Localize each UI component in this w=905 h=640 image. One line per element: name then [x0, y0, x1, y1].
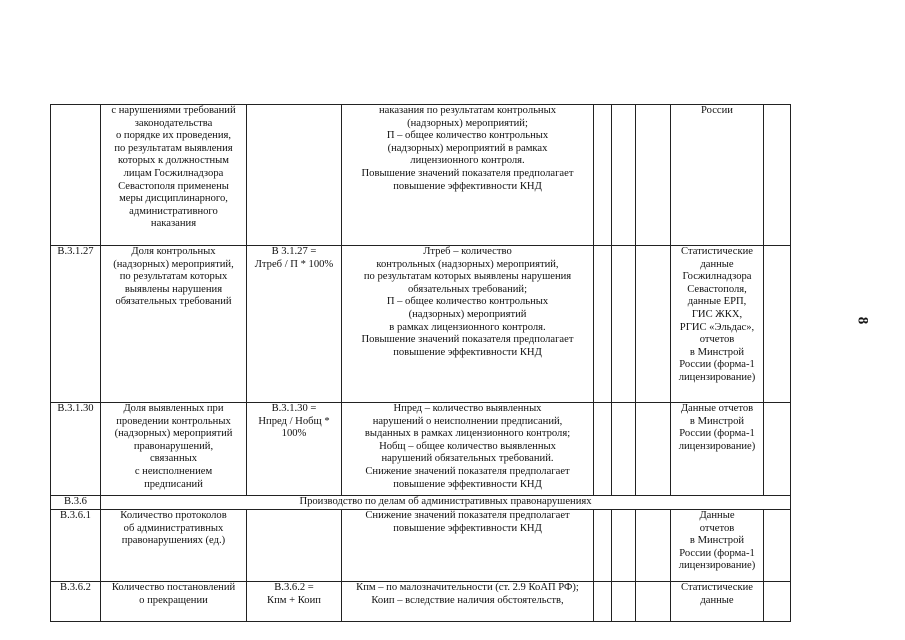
cell-empty: [612, 582, 636, 622]
name-line: проведении контрольных: [116, 415, 231, 427]
cell-empty: [594, 105, 612, 246]
name-line: о порядке их проведения,: [115, 130, 232, 142]
name-line: о прекращении: [139, 594, 208, 606]
comment-line: Повышение значений показателя предполагает: [361, 167, 574, 179]
source-line: Данные отчетов: [680, 403, 754, 414]
cell-code: В.3.6: [51, 496, 101, 510]
comment-line: нарушений о неисполнении предписаний,: [372, 415, 563, 427]
name-line: Севастополя применены: [118, 180, 229, 192]
comment-line: Коип – вследствие наличия обстоятельств,: [371, 594, 564, 606]
name-line: по результатам которых: [119, 271, 228, 283]
source-line: ГИС ЖКХ,: [691, 308, 743, 320]
cell-empty: [594, 510, 612, 582]
name-line: наказания: [150, 218, 197, 230]
cell-comment: [342, 105, 594, 246]
source-line: России (форма-1: [679, 359, 755, 371]
comment-line: П – общее количество контрольных: [386, 130, 549, 142]
comment-line: (надзорных) мероприятий в рамках: [387, 142, 548, 154]
source-line: РГИС «Эльдас»,: [679, 321, 755, 333]
comment-line: Нобщ – общее количество выявленных: [379, 440, 556, 452]
cell-name: [101, 403, 247, 496]
cell-empty: [636, 510, 671, 582]
formula-line: В.3.1.30 =: [271, 403, 317, 414]
cell-code: В.3.1.30: [51, 403, 101, 496]
name-line: правонарушениях (ед.): [121, 535, 226, 547]
source-line: отчетов: [699, 334, 735, 346]
formula-line: Кпм + Коип: [267, 594, 321, 606]
name-line: обязательных требований: [115, 296, 232, 308]
cell-empty: [764, 582, 791, 622]
cell-empty: [612, 403, 636, 496]
comment-line: Нпред – количество выявленных: [393, 403, 542, 414]
comment-line: П – общее количество контрольных: [386, 296, 549, 308]
formula-line: В.3.6.2 =: [274, 582, 314, 593]
table-row: [51, 510, 791, 582]
cell-empty: [764, 510, 791, 582]
cell-name: [101, 246, 247, 403]
source-line: лицензирование): [678, 371, 756, 383]
name-line: предписаний: [144, 478, 203, 490]
name-line: выявлены нарушения: [124, 283, 223, 295]
cell-formula: [247, 246, 342, 403]
formula-line: Нпред / Нобщ *: [258, 415, 330, 427]
comment-line: Снижение значений показателя предполагает: [365, 510, 570, 521]
cell-empty: [612, 246, 636, 403]
source-line: в Минстрой: [689, 535, 745, 547]
cell-empty: [636, 105, 671, 246]
cell-empty: [594, 246, 612, 403]
cell-empty: [636, 246, 671, 403]
source-line: отчетов: [699, 522, 735, 534]
formula-line: В 3.1.27 =: [271, 246, 317, 257]
cell-source: [671, 582, 764, 622]
table-row: [51, 246, 791, 403]
source-line: России (форма-1: [679, 547, 755, 559]
cell-comment: [342, 403, 594, 496]
comment-line: Повышение значений показателя предполагает: [361, 334, 574, 346]
cell-code: В.3.6.2: [51, 582, 101, 622]
name-line: об административных: [123, 522, 224, 534]
name-line: Количество протоколов: [120, 510, 227, 521]
source-line: Севастополя,: [687, 283, 747, 295]
cell-source: [671, 105, 764, 246]
comment-line: (надзорных) мероприятий;: [407, 117, 528, 129]
cell-empty: [764, 246, 791, 403]
cell-formula: [247, 403, 342, 496]
comment-line: Лтреб – количество: [423, 246, 512, 257]
name-line: Доля контрольных: [131, 246, 216, 257]
name-line: по результатам выявления: [114, 142, 233, 154]
cell-code: В.3.6.1: [51, 510, 101, 582]
cell-empty: [612, 510, 636, 582]
indicators-table: [50, 104, 791, 622]
comment-line: Кпм – по малозначительности (ст. 2.9 КоАП РФ);: [356, 582, 579, 593]
page-number: 8: [854, 316, 871, 325]
source-line: Данные: [699, 510, 735, 521]
source-line: в Минстрой: [689, 346, 745, 358]
source-line: данные: [700, 594, 734, 606]
cell-formula: [247, 582, 342, 622]
cell-formula: [247, 105, 342, 246]
cell-source: [671, 403, 764, 496]
name-line: правонарушений,: [133, 440, 214, 452]
table-body: [51, 105, 791, 622]
source-line: Госжилнадзора: [682, 271, 752, 283]
name-line: Количество постановлений: [111, 582, 236, 593]
cell-code: В.3.1.27: [51, 246, 101, 403]
name-line: с нарушениями требований: [111, 105, 236, 116]
section-title: Производство по делам об административных правонарушениях: [101, 496, 791, 510]
name-line: меры дисциплинарного,: [119, 193, 228, 205]
cell-name: [101, 582, 247, 622]
source-line: России: [701, 105, 733, 116]
source-line: данные: [700, 258, 734, 270]
cell-source: [671, 246, 764, 403]
cell-comment: [342, 582, 594, 622]
comment-line: Снижение значений показателя предполагает: [365, 465, 570, 477]
cell-empty: [594, 582, 612, 622]
cell-empty: [612, 105, 636, 246]
cell-formula: [247, 510, 342, 582]
comment-line: выданных в рамках лицензионного контроля;: [364, 428, 571, 440]
cell-empty: [636, 403, 671, 496]
cell-source: [671, 510, 764, 582]
comment-line: повышение эффективности КНД: [393, 522, 542, 534]
name-line: административного: [129, 205, 218, 217]
cell-comment: [342, 246, 594, 403]
comment-line: повышение эффективности КНД: [393, 478, 542, 490]
cell-name: [101, 105, 247, 246]
table-row: [51, 582, 791, 622]
comment-line: нарушений обязательных требований.: [381, 453, 554, 465]
comment-line: лицензионного контроля.: [410, 155, 525, 167]
source-line: Статистические: [681, 246, 753, 257]
table-row: [51, 105, 791, 246]
name-line: (надзорных) мероприятий,: [113, 258, 234, 270]
comment-line: по результатам которых выявлены нарушения: [363, 271, 572, 283]
table-row: [51, 403, 791, 496]
section-row: [51, 496, 791, 510]
cell-code: [51, 105, 101, 246]
comment-line: (надзорных) мероприятий: [408, 308, 527, 320]
formula-line: 100%: [281, 428, 307, 440]
comment-line: наказания по результатам контрольных: [378, 105, 557, 116]
name-line: лицам Госжилнадзора: [123, 167, 224, 179]
source-line: данные ЕРП,: [687, 296, 747, 308]
cell-empty: [636, 582, 671, 622]
comment-line: в рамках лицензионного контроля.: [389, 321, 546, 333]
cell-comment: [342, 510, 594, 582]
comment-line: повышение эффективности КНД: [393, 180, 542, 192]
name-line: которых к должностным: [118, 155, 229, 167]
name-line: (надзорных) мероприятий: [114, 428, 233, 440]
name-line: Доля выявленных при: [123, 403, 224, 414]
cell-name: [101, 510, 247, 582]
source-line: России (форма-1: [679, 428, 755, 440]
cell-empty: [764, 403, 791, 496]
cell-empty: [594, 403, 612, 496]
source-line: лицензирование): [678, 440, 756, 452]
source-line: Статистические: [681, 582, 753, 593]
formula-line: Лтреб / П * 100%: [254, 258, 334, 270]
source-line: лицензирование): [678, 560, 756, 572]
source-line: в Минстрой: [689, 415, 745, 427]
comment-line: повышение эффективности КНД: [393, 346, 542, 358]
name-line: законодательства: [134, 117, 213, 129]
cell-empty: [764, 105, 791, 246]
comment-line: контрольных (надзорных) мероприятий,: [376, 258, 559, 270]
name-line: связанных: [149, 453, 198, 465]
comment-line: обязательных требований;: [407, 283, 528, 295]
name-line: с неисполнением: [134, 465, 213, 477]
